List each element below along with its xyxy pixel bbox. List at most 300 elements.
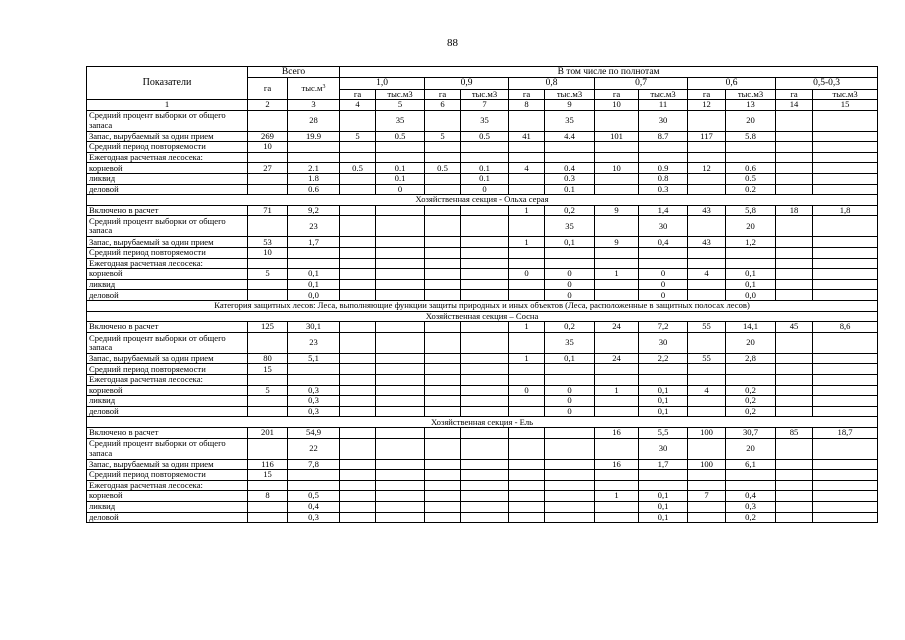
cell-col-13: 0,2: [726, 512, 776, 523]
cell-col-4: [340, 470, 376, 481]
row-label: Средний процент выборки от общего запаса: [87, 110, 248, 131]
cell-col-12: 55: [688, 322, 726, 333]
cell-col-13: 0,2: [726, 385, 776, 396]
cell-col-14: [776, 480, 813, 491]
cell-col-13: 0,3: [726, 501, 776, 512]
row-label: деловой: [87, 406, 248, 417]
cell-col-3: 0,1: [288, 269, 340, 280]
cell-col-10: 1: [595, 269, 639, 280]
cell-col-15: [813, 258, 878, 269]
cell-col-8: [509, 374, 545, 385]
cell-col-7: 0.1: [461, 174, 509, 185]
cell-col-11: [639, 248, 688, 259]
cell-col-14: 45: [776, 322, 813, 333]
table-row: [87, 501, 878, 512]
cell-col-2: 53: [248, 237, 288, 248]
cell-col-12: 43: [688, 237, 726, 248]
cell-col-7: [461, 374, 509, 385]
cell-col-9: [545, 459, 595, 470]
cell-col-12: 43: [688, 205, 726, 216]
section-row: [87, 417, 878, 428]
cell-col-10: 10: [595, 163, 639, 174]
cell-col-6: 5: [425, 131, 461, 142]
cell-col-2: [248, 501, 288, 512]
section-title: Хозяйственная секция – Сосна: [87, 311, 878, 322]
cell-col-15: [813, 248, 878, 259]
cell-col-11: [639, 142, 688, 153]
cell-col-5: [376, 501, 425, 512]
cell-col-2: [248, 332, 288, 353]
cell-col-3: 0,4: [288, 501, 340, 512]
cell-col-15: [813, 279, 878, 290]
column-number: 4: [340, 100, 376, 111]
cell-col-10: [595, 406, 639, 417]
table-row: [87, 142, 878, 153]
section-row: [87, 311, 878, 322]
row-label: корневой: [87, 385, 248, 396]
row-label: Средний процент выборки от общего запаса: [87, 438, 248, 459]
cell-col-6: [425, 269, 461, 280]
cell-col-9: [545, 470, 595, 481]
cell-col-12: 7: [688, 491, 726, 502]
cell-col-10: [595, 364, 639, 375]
header-unit-vol: тыс.м3: [726, 89, 776, 100]
cell-col-13: [726, 258, 776, 269]
cell-col-12: [688, 290, 726, 301]
cell-col-12: 55: [688, 353, 726, 364]
cell-col-6: [425, 174, 461, 185]
cell-col-11: 0,1: [639, 385, 688, 396]
cell-col-9: [545, 152, 595, 163]
cell-col-12: [688, 364, 726, 375]
cell-col-9: [545, 364, 595, 375]
cell-col-13: 2,8: [726, 353, 776, 364]
row-label: Средний период повторяемости: [87, 142, 248, 153]
cell-col-6: [425, 142, 461, 153]
table-row: [87, 353, 878, 364]
cell-col-10: [595, 152, 639, 163]
cell-col-15: [813, 491, 878, 502]
cell-col-3: 28: [288, 110, 340, 131]
cell-col-2: [248, 110, 288, 131]
cell-col-15: [813, 374, 878, 385]
cell-col-7: [461, 364, 509, 375]
cell-col-3: [288, 248, 340, 259]
cell-col-3: 0,3: [288, 385, 340, 396]
table-row: [87, 480, 878, 491]
cell-col-5: [376, 406, 425, 417]
cell-col-15: [813, 110, 878, 131]
row-label: Включено в расчет: [87, 205, 248, 216]
cell-col-5: [376, 385, 425, 396]
cell-col-9: [545, 374, 595, 385]
cell-col-8: 1: [509, 237, 545, 248]
cell-col-2: 269: [248, 131, 288, 142]
cell-col-2: 5: [248, 269, 288, 280]
cell-col-15: [813, 216, 878, 237]
cell-col-11: 0,1: [639, 512, 688, 523]
cell-col-7: [461, 258, 509, 269]
cell-col-9: [545, 427, 595, 438]
cell-col-14: 85: [776, 427, 813, 438]
table-row: [87, 322, 878, 333]
cell-col-3: 5,1: [288, 353, 340, 364]
cell-col-8: 1: [509, 205, 545, 216]
cell-col-15: [813, 131, 878, 142]
cell-col-6: [425, 396, 461, 407]
cell-col-9: 0: [545, 269, 595, 280]
cell-col-12: [688, 184, 726, 195]
cell-col-9: [545, 501, 595, 512]
cell-col-9: [545, 512, 595, 523]
cell-col-11: 0: [639, 279, 688, 290]
cell-col-3: 0,1: [288, 279, 340, 290]
table-row: [87, 152, 878, 163]
table-row: [87, 364, 878, 375]
cell-col-14: [776, 459, 813, 470]
section-title: Категория защитных лесов: Леса, выполняющие функции защиты природных и иных объектов (Леса, расположенные в защитных полосах лесов): [87, 301, 878, 312]
cell-col-8: [509, 258, 545, 269]
cell-col-9: [545, 480, 595, 491]
cell-col-2: 15: [248, 364, 288, 375]
cell-col-7: [461, 459, 509, 470]
cell-col-13: 14,1: [726, 322, 776, 333]
cell-col-14: 18: [776, 205, 813, 216]
cell-col-15: [813, 142, 878, 153]
cell-col-10: [595, 216, 639, 237]
cell-col-5: [376, 438, 425, 459]
cell-col-2: 15: [248, 470, 288, 481]
table-row: [87, 290, 878, 301]
cell-col-11: 0,1: [639, 501, 688, 512]
cell-col-12: [688, 174, 726, 185]
cell-col-9: 0,2: [545, 205, 595, 216]
cell-col-4: [340, 290, 376, 301]
row-label: Средний процент выборки от общего запаса: [87, 216, 248, 237]
cell-col-5: [376, 364, 425, 375]
cell-col-11: 7,2: [639, 322, 688, 333]
cell-col-2: [248, 438, 288, 459]
row-label: корневой: [87, 163, 248, 174]
cell-col-3: 0.6: [288, 184, 340, 195]
cell-col-11: 2,2: [639, 353, 688, 364]
column-number: 11: [639, 100, 688, 111]
cell-col-6: [425, 491, 461, 502]
cell-col-6: [425, 248, 461, 259]
cell-col-2: 10: [248, 248, 288, 259]
cell-col-5: 0.5: [376, 131, 425, 142]
cell-col-10: 9: [595, 205, 639, 216]
table-row: [87, 269, 878, 280]
cell-col-12: [688, 374, 726, 385]
cell-col-8: [509, 248, 545, 259]
cell-col-14: [776, 152, 813, 163]
table-row: [87, 396, 878, 407]
cell-col-14: [776, 353, 813, 364]
column-number: 8: [509, 100, 545, 111]
column-number: 1: [87, 100, 248, 111]
cell-col-11: 5,5: [639, 427, 688, 438]
cell-col-10: [595, 470, 639, 481]
cell-col-4: [340, 205, 376, 216]
cell-col-7: [461, 290, 509, 301]
cell-col-4: [340, 396, 376, 407]
cell-col-12: 100: [688, 427, 726, 438]
cell-col-14: [776, 131, 813, 142]
cell-col-4: [340, 406, 376, 417]
cell-col-13: [726, 470, 776, 481]
cell-col-14: [776, 396, 813, 407]
cell-col-8: [509, 491, 545, 502]
cell-col-13: 5,8: [726, 205, 776, 216]
cell-col-7: [461, 406, 509, 417]
cell-col-6: [425, 184, 461, 195]
cell-col-4: [340, 459, 376, 470]
cell-col-5: 35: [376, 110, 425, 131]
row-label: ликвид: [87, 396, 248, 407]
table-row: [87, 205, 878, 216]
cell-col-2: [248, 396, 288, 407]
header-unit-ha: га: [340, 89, 376, 100]
table-row: [87, 374, 878, 385]
row-label: Включено в расчет: [87, 322, 248, 333]
cell-col-6: [425, 406, 461, 417]
cell-col-3: 7,8: [288, 459, 340, 470]
cell-col-2: [248, 258, 288, 269]
cell-col-4: [340, 279, 376, 290]
cell-col-10: [595, 110, 639, 131]
column-number: 10: [595, 100, 639, 111]
row-label: ликвид: [87, 174, 248, 185]
cell-col-8: [509, 501, 545, 512]
cell-col-6: [425, 385, 461, 396]
cell-col-12: [688, 512, 726, 523]
cell-col-13: [726, 374, 776, 385]
table-row: [87, 131, 878, 142]
cell-col-11: 0,1: [639, 406, 688, 417]
cell-col-8: [509, 480, 545, 491]
cell-col-2: 8: [248, 491, 288, 502]
cell-col-2: [248, 406, 288, 417]
cell-col-12: 100: [688, 459, 726, 470]
table-row: [87, 385, 878, 396]
section-title: Хозяйственная секция - Ель: [87, 417, 878, 428]
cell-col-4: [340, 237, 376, 248]
header-column-numbers-row: [87, 100, 878, 111]
header-density-4: 0,7: [595, 78, 688, 89]
cell-col-12: [688, 142, 726, 153]
cell-col-13: [726, 142, 776, 153]
cell-col-5: 0.1: [376, 174, 425, 185]
cell-col-3: [288, 364, 340, 375]
cell-col-4: [340, 427, 376, 438]
cell-col-9: 0: [545, 279, 595, 290]
table-row: [87, 248, 878, 259]
table-row: [87, 279, 878, 290]
cell-col-14: [776, 385, 813, 396]
cell-col-12: [688, 501, 726, 512]
cell-col-7: [461, 385, 509, 396]
cell-col-13: [726, 152, 776, 163]
cell-col-11: 0: [639, 269, 688, 280]
table-row: [87, 163, 878, 174]
cell-col-5: [376, 258, 425, 269]
cell-col-2: [248, 174, 288, 185]
cell-col-10: [595, 396, 639, 407]
cell-col-15: [813, 396, 878, 407]
cell-col-3: [288, 258, 340, 269]
cell-col-5: [376, 142, 425, 153]
cell-col-9: 0.3: [545, 174, 595, 185]
cell-col-6: 0.5: [425, 163, 461, 174]
cell-col-13: 0.6: [726, 163, 776, 174]
cell-col-5: [376, 459, 425, 470]
cell-col-15: [813, 438, 878, 459]
cell-col-7: 0.1: [461, 163, 509, 174]
cell-col-14: [776, 269, 813, 280]
cell-col-14: [776, 163, 813, 174]
cell-col-2: [248, 512, 288, 523]
cell-col-3: 0,5: [288, 491, 340, 502]
section-row: [87, 301, 878, 312]
cell-col-8: [509, 174, 545, 185]
cell-col-5: [376, 353, 425, 364]
cell-col-5: [376, 237, 425, 248]
cell-col-13: 30,7: [726, 427, 776, 438]
cell-col-10: [595, 279, 639, 290]
cell-col-8: [509, 512, 545, 523]
cell-col-5: [376, 480, 425, 491]
cell-col-7: [461, 396, 509, 407]
cell-col-14: [776, 406, 813, 417]
cell-col-4: [340, 322, 376, 333]
cell-col-3: 23: [288, 216, 340, 237]
cell-col-3: [288, 152, 340, 163]
cell-col-4: [340, 438, 376, 459]
cell-col-13: 0.2: [726, 184, 776, 195]
column-number: 13: [726, 100, 776, 111]
cell-col-6: [425, 438, 461, 459]
table-row: [87, 174, 878, 185]
cell-col-10: [595, 142, 639, 153]
header-unit-vol: тыс.м3: [545, 89, 595, 100]
cell-col-12: [688, 470, 726, 481]
header-total-ha: га: [248, 78, 288, 100]
header-unit-ha: га: [425, 89, 461, 100]
cell-col-9: [545, 491, 595, 502]
cell-col-6: [425, 332, 461, 353]
cell-col-11: 0,4: [639, 237, 688, 248]
cell-col-8: 4: [509, 163, 545, 174]
cell-col-10: 16: [595, 459, 639, 470]
cell-col-2: [248, 290, 288, 301]
cell-col-10: [595, 501, 639, 512]
cell-col-11: 30: [639, 438, 688, 459]
cell-col-10: 24: [595, 353, 639, 364]
cell-col-12: [688, 279, 726, 290]
cell-col-9: 35: [545, 216, 595, 237]
cell-col-4: [340, 248, 376, 259]
cell-col-7: [461, 248, 509, 259]
column-number: 5: [376, 100, 425, 111]
cell-col-5: [376, 396, 425, 407]
cell-col-7: [461, 216, 509, 237]
cell-col-3: [288, 470, 340, 481]
cell-col-4: [340, 110, 376, 131]
cell-col-4: [340, 385, 376, 396]
table-row: [87, 438, 878, 459]
cell-col-10: [595, 512, 639, 523]
cell-col-2: [248, 374, 288, 385]
cell-col-3: 54,9: [288, 427, 340, 438]
cell-col-2: 10: [248, 142, 288, 153]
cell-col-10: 101: [595, 131, 639, 142]
cell-col-5: [376, 332, 425, 353]
row-label: Средний период повторяемости: [87, 470, 248, 481]
header-indicators: Показатели: [87, 67, 248, 100]
cell-col-11: 0.3: [639, 184, 688, 195]
cell-col-7: [461, 322, 509, 333]
row-label: Ежегодная расчетная лесосека:: [87, 152, 248, 163]
cell-col-11: [639, 470, 688, 481]
row-label: Запас, вырубаемый за один прием: [87, 459, 248, 470]
cell-col-14: [776, 374, 813, 385]
cell-col-15: [813, 459, 878, 470]
cell-col-8: [509, 110, 545, 131]
cell-col-7: [461, 205, 509, 216]
cell-col-7: [461, 237, 509, 248]
cell-col-12: [688, 406, 726, 417]
cell-col-6: [425, 512, 461, 523]
cell-col-11: [639, 364, 688, 375]
cell-col-11: 0,1: [639, 491, 688, 502]
cell-col-13: 0,2: [726, 406, 776, 417]
row-label: Средний процент выборки от общего запаса: [87, 332, 248, 353]
cell-col-13: 20: [726, 438, 776, 459]
cell-col-11: [639, 480, 688, 491]
cell-col-7: [461, 279, 509, 290]
cell-col-5: [376, 322, 425, 333]
header-unit-vol: тыс.м3: [461, 89, 509, 100]
cell-col-7: 0.5: [461, 131, 509, 142]
cell-col-7: [461, 427, 509, 438]
cell-col-13: 20: [726, 332, 776, 353]
cell-col-2: 5: [248, 385, 288, 396]
cell-col-10: [595, 248, 639, 259]
cell-col-4: [340, 364, 376, 375]
forest-cutting-table: [86, 66, 878, 523]
cell-col-11: 1,4: [639, 205, 688, 216]
cell-col-15: 8,6: [813, 322, 878, 333]
cell-col-5: [376, 205, 425, 216]
cell-col-7: [461, 438, 509, 459]
cell-col-9: 0: [545, 290, 595, 301]
cell-col-12: 12: [688, 163, 726, 174]
table-row: [87, 258, 878, 269]
cell-col-6: [425, 322, 461, 333]
cell-col-5: [376, 216, 425, 237]
cell-col-15: [813, 512, 878, 523]
section-row: [87, 195, 878, 206]
cell-col-4: [340, 142, 376, 153]
cell-col-11: 0.9: [639, 163, 688, 174]
cell-col-14: [776, 142, 813, 153]
cell-col-14: [776, 364, 813, 375]
cell-col-7: [461, 470, 509, 481]
cell-col-11: 0: [639, 290, 688, 301]
cell-col-9: 0,1: [545, 353, 595, 364]
cell-col-9: 0,1: [545, 237, 595, 248]
